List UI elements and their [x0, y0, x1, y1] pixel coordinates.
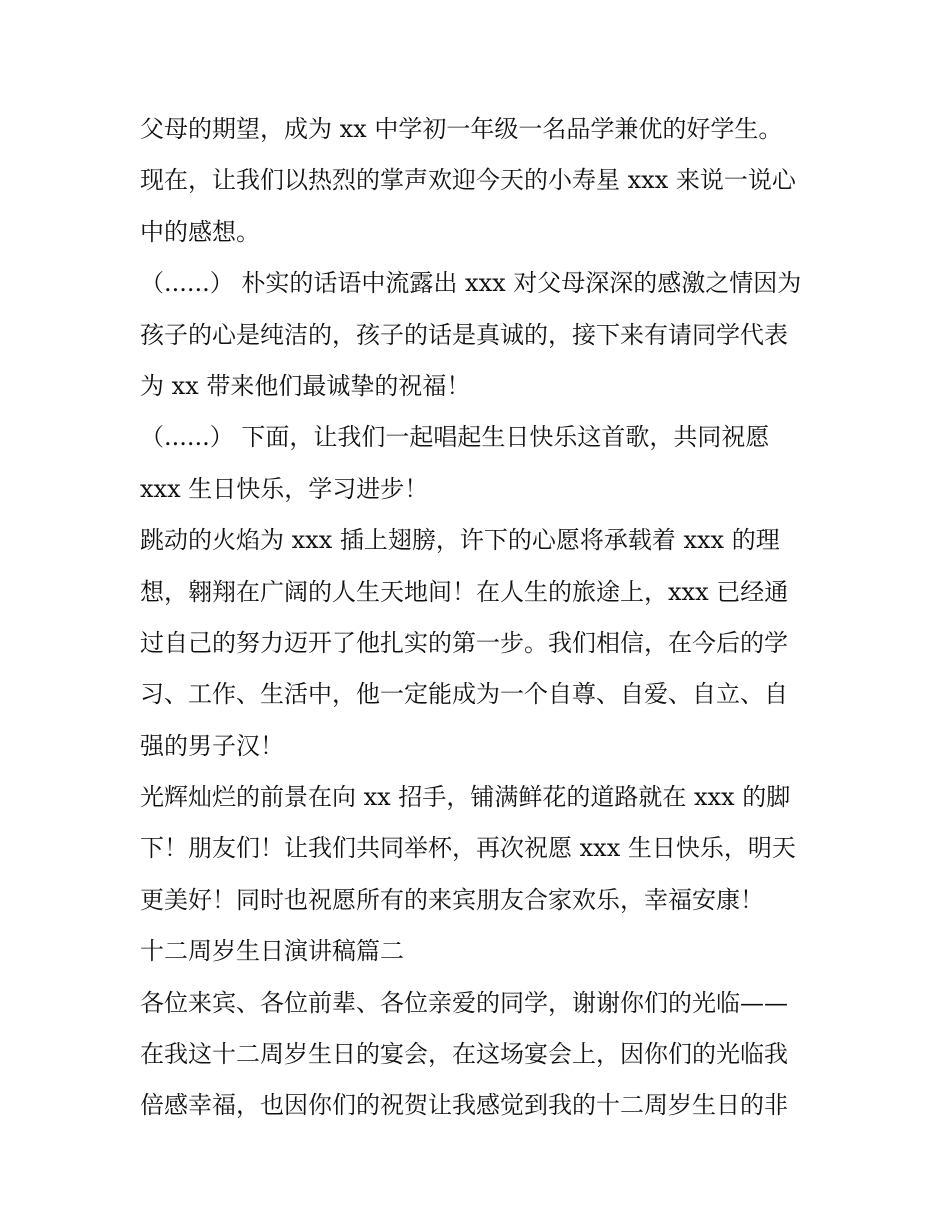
text-line: 下！朋友们！让我们共同举杯，再次祝愿 xxx 生日快乐，明天	[140, 834, 796, 863]
section-heading: 十二周岁生日演讲稿篇二	[140, 937, 404, 966]
text-line: 光辉灿烂的前景在向 xx 招手，铺满鲜花的道路就在 xxx 的脚	[140, 783, 791, 812]
text-line: 想，翱翔在广阔的人生天地间！在人生的旅途上，xxx 已经通	[140, 577, 789, 606]
text-line: 更美好！同时也祝愿所有的来宾朋友合家欢乐，幸福安康！	[140, 885, 764, 914]
text-line: 现在，让我们以热烈的掌声欢迎今天的小寿星 xxx 来说一说心	[140, 166, 796, 195]
text-line: xxx 生日快乐，学习进步！	[140, 474, 429, 503]
text-line: （......） 下面，让我们一起唱起生日快乐这首歌，共同祝愿	[140, 423, 770, 452]
text-line: 跳动的火焰为 xxx 插上翅膀，许下的心愿将承载着 xxx 的理	[140, 526, 780, 555]
text-line: 强的男子汉！	[140, 731, 284, 760]
text-line: 中的感想。	[140, 217, 260, 246]
text-line: 在我这十二周岁生日的宴会，在这场宴会上，因你们的光临我	[140, 1040, 788, 1069]
text-line: 为 xx 带来他们最诚挚的祝福！	[140, 371, 471, 400]
text-line: （......） 朴实的话语中流露出 xxx 对父母深深的感激之情因为	[140, 269, 802, 298]
text-line: 各位来宾、各位前辈、各位亲爱的同学，谢谢你们的光临——	[140, 988, 788, 1017]
text-line: 过自己的努力迈开了他扎实的第一步。我们相信，在今后的学	[140, 628, 788, 657]
text-line: 习、工作、生活中，他一定能成为一个自尊、自爱、自立、自	[140, 680, 788, 709]
document-body	[140, 104, 820, 1132]
text-line: 父母的期望，成为 xx 中学初一年级一名品学兼优的好学生。	[140, 115, 783, 143]
text-line: 孩子的心是纯洁的，孩子的话是真诚的，接下来有请同学代表	[140, 320, 788, 349]
text-line: 倍感幸福，也因你们的祝贺让我感觉到我的十二周岁生日的非	[140, 1091, 788, 1120]
